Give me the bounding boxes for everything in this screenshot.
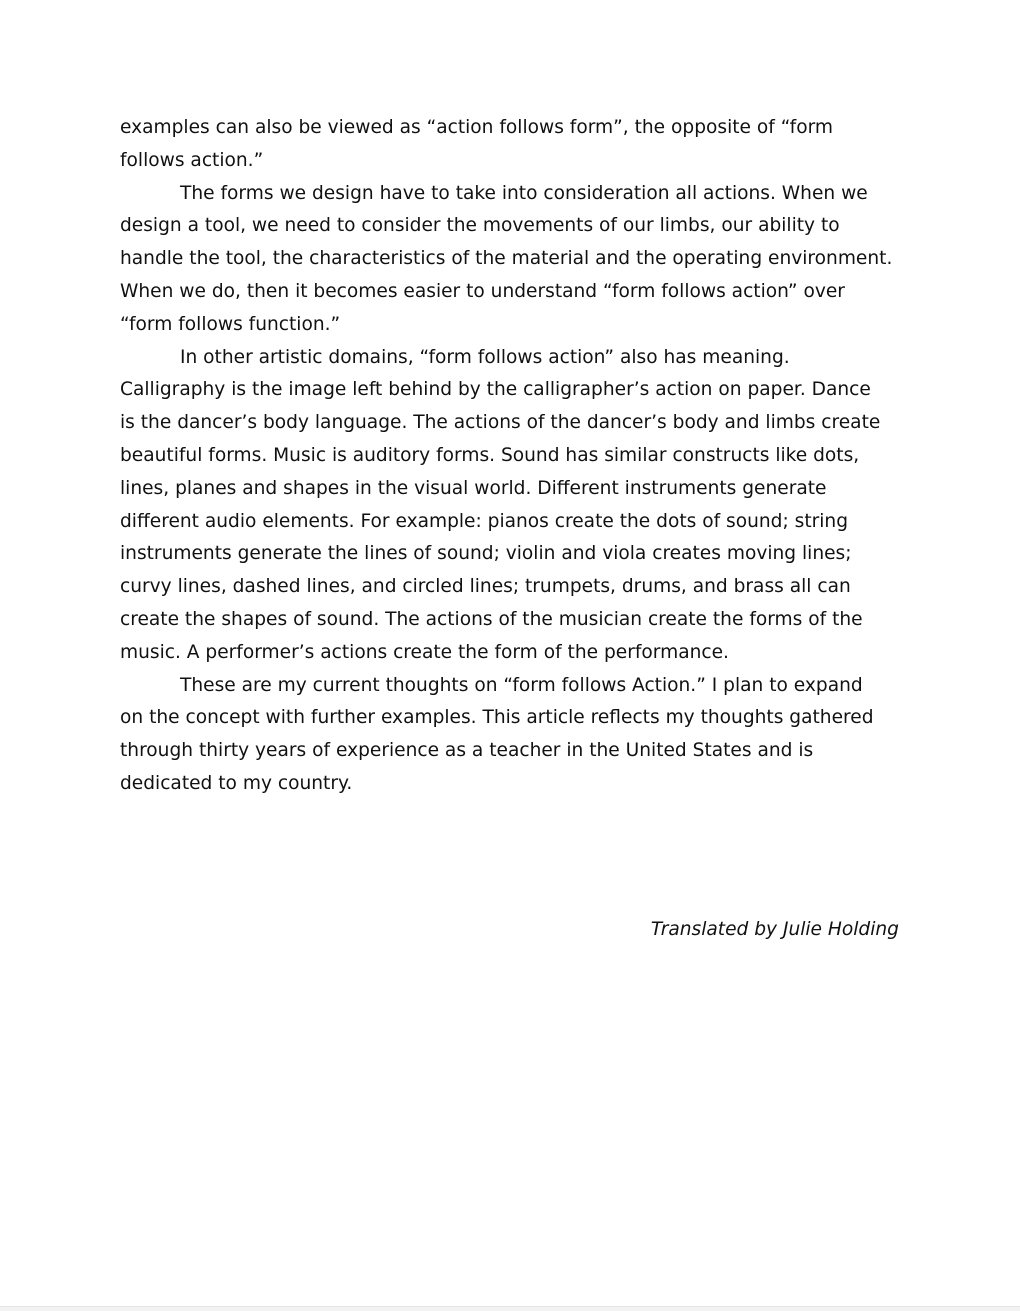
text-line: instruments generate the lines of sound; violin and viola creates moving lines; bbox=[120, 543, 852, 565]
text-line: In other artistic domains, “form follows action” also has meaning. bbox=[180, 346, 790, 368]
text-line: These are my current thoughts on “form follows Action.” I plan to expand bbox=[180, 674, 863, 696]
text-line: different audio elements. For example: pianos create the dots of sound; string bbox=[120, 510, 849, 532]
body-text bbox=[120, 112, 915, 801]
text-line: When we do, then it becomes easier to understand “form follows action” over bbox=[120, 280, 845, 302]
text-line: The forms we design have to take into consideration all actions. When we bbox=[180, 182, 868, 204]
page-bottom-edge bbox=[0, 1306, 1020, 1311]
paragraph bbox=[120, 342, 915, 670]
text-line: examples can also be viewed as “action follows form”, the opposite of “form bbox=[120, 117, 834, 138]
text-line: music. A performer’s actions create the form of the performance. bbox=[120, 641, 729, 663]
text-line: “form follows function.” bbox=[120, 313, 341, 335]
translator-credit: Translated by Julie Holding bbox=[650, 919, 899, 940]
text-line: design a tool, we need to consider the movements of our limbs, our ability to bbox=[120, 215, 840, 237]
text-line: dedicated to my country. bbox=[120, 772, 353, 794]
text-line: handle the tool, the characteristics of the material and the operating environment. bbox=[120, 248, 893, 270]
paragraph bbox=[120, 178, 915, 342]
text-line: create the shapes of sound. The actions of the musician create the forms of the bbox=[120, 608, 863, 630]
text-line: beautiful forms. Music is auditory forms. Sound has similar constructs like dots, bbox=[120, 444, 860, 466]
text-line: curvy lines, dashed lines, and circled lines; trumpets, drums, and brass all can bbox=[120, 576, 851, 598]
text-line: follows action.” bbox=[120, 149, 264, 171]
paragraph bbox=[120, 670, 915, 801]
text-line: on the concept with further examples. This article reflects my thoughts gathered bbox=[120, 707, 874, 729]
paragraph bbox=[120, 112, 915, 178]
text-line: lines, planes and shapes in the visual world. Different instruments generate bbox=[120, 477, 827, 499]
text-line: is the dancer’s body language. The actions of the dancer’s body and limbs create bbox=[120, 412, 881, 434]
text-line: through thirty years of experience as a teacher in the United States and is bbox=[120, 740, 814, 762]
text-line: Calligraphy is the image left behind by the calligrapher’s action on paper. Dance bbox=[120, 379, 871, 401]
